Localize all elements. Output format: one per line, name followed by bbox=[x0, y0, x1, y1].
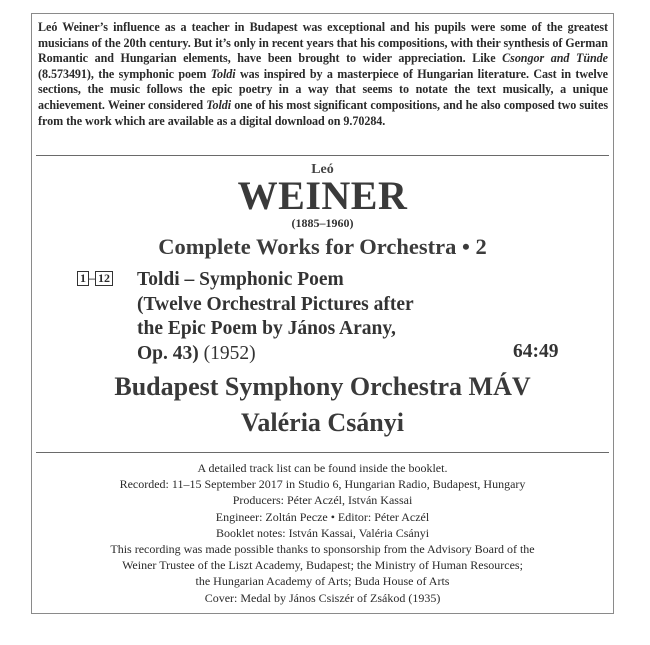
track-number-start: 1 bbox=[77, 271, 89, 286]
composer-first-name: Leó bbox=[311, 162, 334, 177]
composer-last-name: WEINER bbox=[237, 173, 408, 218]
track-title: Toldi – Symphonic Poem (Twelve Orchestral Pictures after the Epic Poem by János Arany, Op. 43) (1952) bbox=[137, 269, 414, 364]
credit-line: This recording was made possible thanks to sponsorship from the Advisory Board of the bbox=[110, 542, 535, 557]
divider-top bbox=[36, 155, 609, 156]
credit-line: Weiner Trustee of the Liszt Academy, Budapest; the Ministry of Human Resources; bbox=[122, 558, 523, 573]
track-duration: 64:49 bbox=[513, 341, 559, 362]
album-title: Complete Works for Orchestra • 2 bbox=[158, 234, 487, 259]
credit-line: Recorded: 11–15 September 2017 in Studio 6, Hungarian Radio, Budapest, Hungary bbox=[119, 477, 526, 492]
credit-line: Engineer: Zoltán Pecze • Editor: Péter Aczél bbox=[215, 509, 430, 524]
intro-paragraph: Leó Weiner’s influence as a teacher in Budapest was exceptional and his pupils were some of the greatest musicians of the 20th century. But it’s only in recent years that his compositions, with their synthesis of German Romantic and Hungarian elements, have been brought to wider appreciation. Like Csongor and Tünde (8.573491), the symphonic poem Toldi was inspired by a masterpiece of Hungarian literature. Cast in twelve sections, the music follows the epic poetry in a way that seems to notate the text musically, a unique achievement. Weiner considered Toldi one of his most significant compositions, and he also composed two suites from the work which are available as a digital download on 9.70284. bbox=[38, 20, 609, 128]
track-number-end: 12 bbox=[95, 271, 113, 286]
track-year: (1952) bbox=[203, 342, 256, 364]
divider-bottom bbox=[36, 452, 609, 453]
work-title-toldi-2: Toldi bbox=[206, 97, 232, 112]
orchestra-name: Budapest Symphony Orchestra MÁV bbox=[114, 372, 531, 401]
credits-block bbox=[31, 460, 614, 606]
conductor-name: Valéria Csányi bbox=[241, 408, 404, 437]
credit-line: the Hungarian Academy of Arts; Buda House of Arts bbox=[195, 574, 450, 589]
credit-line: Cover: Medal by János Csiszér of Zsákod (1935) bbox=[204, 590, 441, 605]
composer-dates: (1885–1960) bbox=[291, 216, 354, 230]
credit-line: A detailed track list can be found inside the booklet. bbox=[197, 461, 448, 475]
work-title-csongor: Csongor and Tünde bbox=[502, 51, 608, 66]
credit-line: Booklet notes: István Kassai, Valéria Csányi bbox=[215, 525, 430, 540]
work-title-toldi: Toldi bbox=[210, 66, 236, 81]
track-numbers: 1 – 12 bbox=[77, 271, 113, 286]
credit-line: Producers: Péter Aczél, István Kassai bbox=[232, 493, 413, 508]
